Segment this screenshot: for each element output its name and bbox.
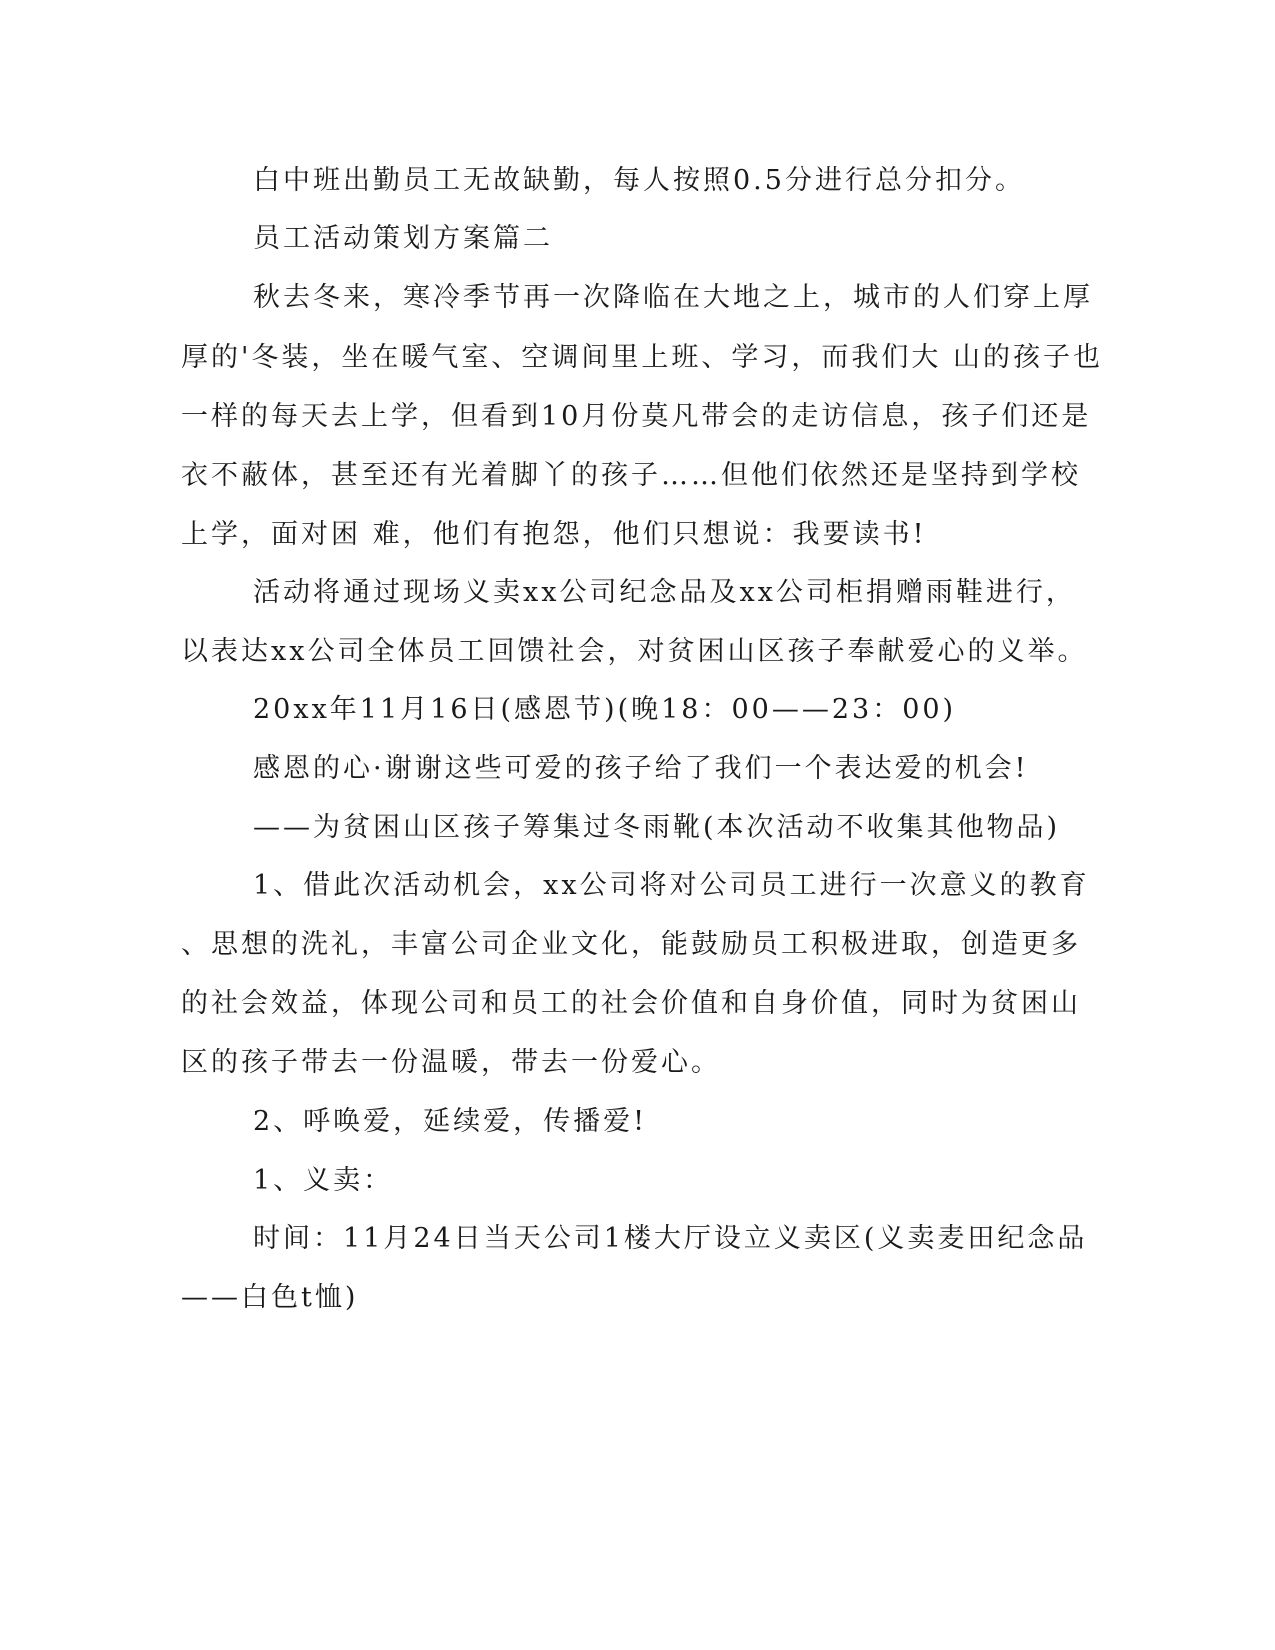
section-heading: 员工活动策划方案篇二 (253, 223, 553, 254)
paragraph-line: 1、借此次活动机会，xx公司将对公司员工进行一次意义的教育 (253, 870, 1090, 901)
paragraph-line: 的社会效益，体现公司和员工的社会价值和自身价值，同时为贫困山 (181, 988, 1081, 1019)
paragraph-line: 活动将通过现场义卖xx公司纪念品及xx公司柜捐赠雨鞋进行， (253, 577, 1076, 608)
paragraph-line: 厚的'冬装，坐在暖气室、空调间里上班、学习，而我们大 山的孩子也 (181, 342, 1104, 373)
subtitle-line: ——为贫困山区孩子筹集过冬雨靴(本次活动不收集其他物品) (253, 812, 1061, 843)
paragraph-line: 以表达xx公司全体员工回馈社会，对贫困山区孩子奉献爱心的义举。 (181, 636, 1088, 667)
paragraph-line: 白中班出勤员工无故缺勤，每人按照0.5分进行总分扣分。 (253, 165, 1025, 196)
paragraph-line: 一样的每天去上学，但看到10月份莫凡带会的走访信息，孩子们还是 (181, 401, 1092, 432)
paragraph-line: 区的孩子带去一份温暖，带去一份爱心。 (181, 1047, 721, 1078)
list-item: 1、义卖： (253, 1165, 394, 1196)
paragraph-line: ——白色t恤) (181, 1282, 359, 1313)
slogan-line: 感恩的心·谢谢这些可爱的孩子给了我们一个表达爱的机会! (253, 753, 1029, 784)
paragraph-line: 时间：11月24日当天公司1楼大厅设立义卖区(义卖麦田纪念品 (253, 1223, 1088, 1254)
paragraph-line: 衣不蔽体，甚至还有光着脚丫的孩子……但他们依然还是坚持到学校 (181, 460, 1081, 491)
list-item: 2、呼唤爱，延续爱，传播爱! (253, 1106, 648, 1137)
paragraph-line: 上学，面对困 难，他们有抱怨，他们只想说：我要读书! (181, 519, 927, 550)
date-line: 20xx年11月16日(感恩节)(晚18：00——23：00) (253, 694, 957, 725)
paragraph-line: 秋去冬来，寒冷季节再一次降临在大地之上，城市的人们穿上厚 (253, 282, 1093, 313)
paragraph-line: 、思想的洗礼，丰富公司企业文化，能鼓励员工积极进取，创造更多 (181, 929, 1081, 960)
